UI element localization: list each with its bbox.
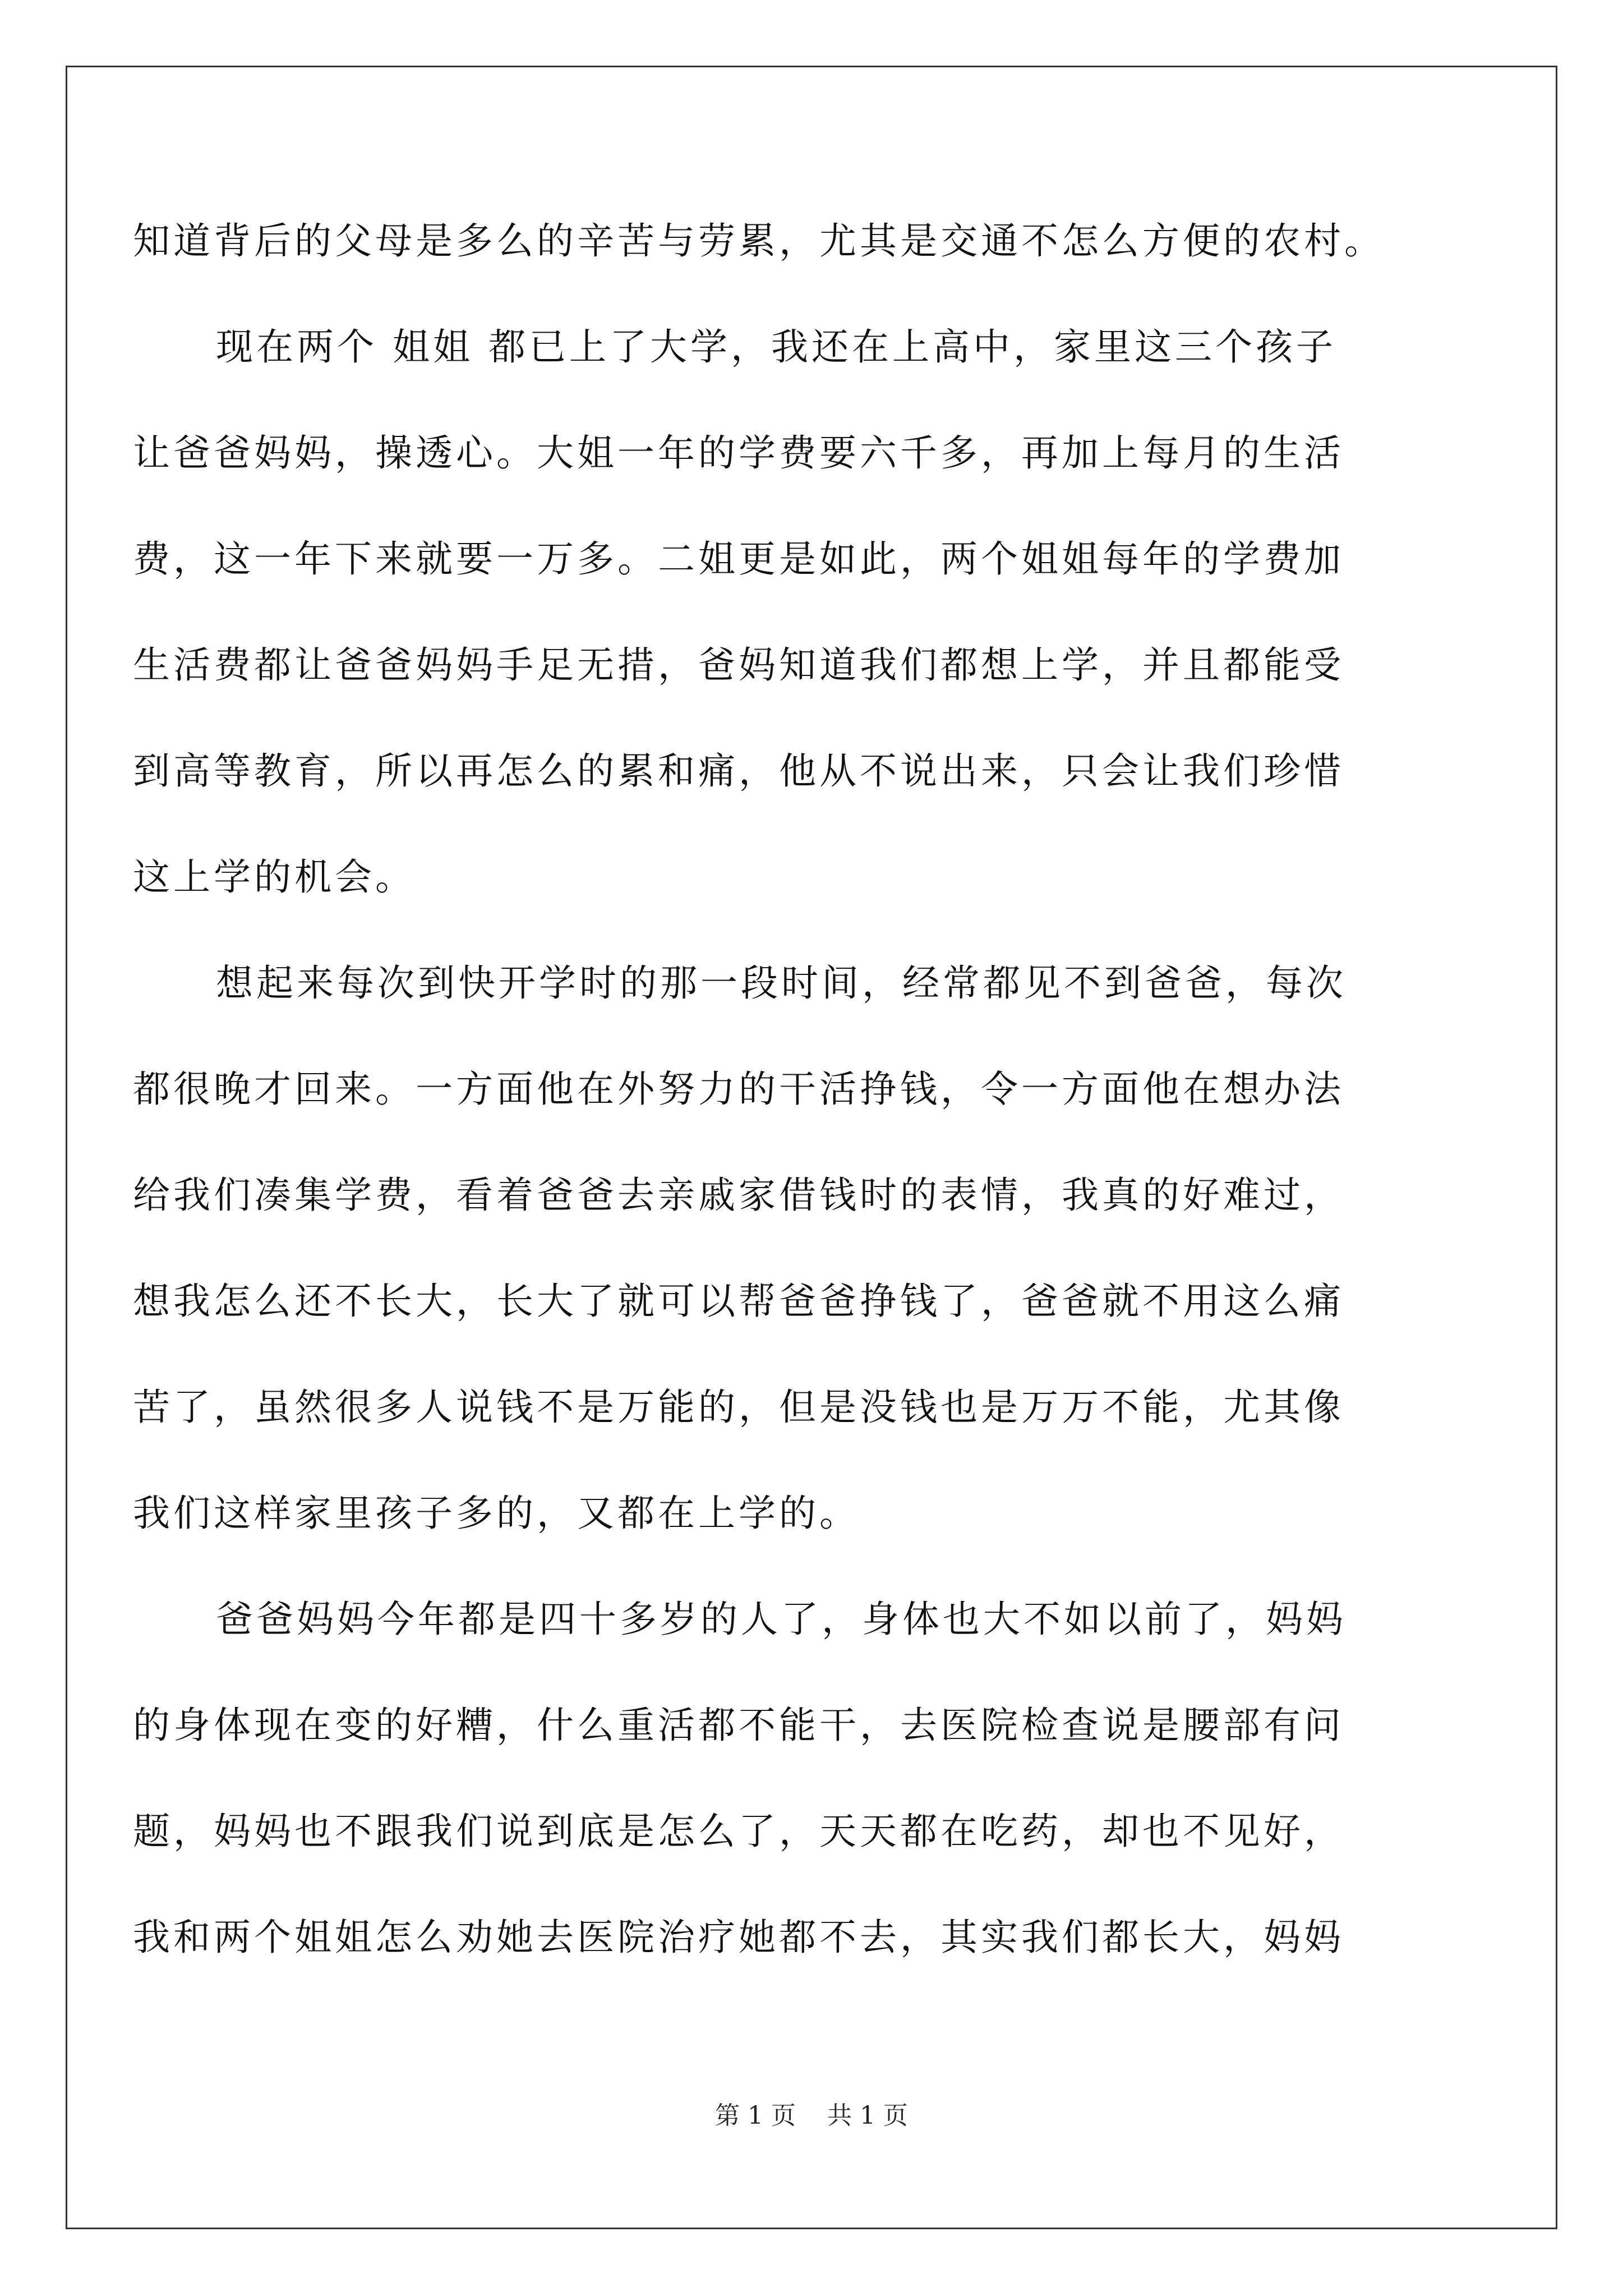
text-line: 我和两个姐姐怎么劝她去医院治疗她都不去，其实我们都长大，妈妈 — [133, 1916, 1344, 1959]
document-body — [133, 216, 1484, 2018]
text-line: 苦了，虽然很多人说钱不是万能的，但是没钱也是万万不能，尤其像 — [133, 1386, 1344, 1429]
text-line: 让爸爸妈妈，操透心。大姐一年的学费要六千多，再加上每月的生活 — [133, 431, 1344, 475]
text-line: 给我们凑集学费，看着爸爸去亲戚家借钱时的表情，我真的好难过， — [133, 1174, 1344, 1217]
text-line: 到高等教育，所以再怎么的累和痛，他从不说出来，只会让我们珍惜 — [133, 749, 1344, 793]
text-line: 题，妈妈也不跟我们说到底是怎么了，天天都在吃药，却也不见好， — [133, 1810, 1344, 1853]
paragraph-start-line: 想起来每次到快开学时的那一段时间，经常都见不到爸爸，每次 — [216, 961, 1347, 1005]
paragraph-start-line: 现在两个 姐姐 都已上了大学，我还在上高中，家里这三个孩子 — [216, 325, 1336, 369]
text-line: 我们这样家里孩子多的，又都在上学的。 — [133, 1492, 860, 1535]
paragraph-start-line: 爸爸妈妈今年都是四十多岁的人了，身体也大不如以前了，妈妈 — [216, 1598, 1347, 1641]
text-line: 想我怎么还不长大，长大了就可以帮爸爸挣钱了，爸爸就不用这么痛 — [133, 1280, 1344, 1323]
page-footer: 第 1 页 共 1 页 — [715, 2101, 908, 2130]
text-line: 知道背后的父母是多么的辛苦与劳累，尤其是交通不怎么方便的农村。 — [133, 219, 1385, 263]
text-line: 都很晚才回来。一方面他在外努力的干活挣钱，令一方面他在想办法 — [133, 1068, 1344, 1111]
text-line: 这上学的机会。 — [133, 855, 416, 899]
text-line: 的身体现在变的好糟，什么重活都不能干，去医院检查说是腰部有问 — [133, 1704, 1344, 1747]
text-line: 生活费都让爸爸妈妈手足无措，爸妈知道我们都想上学，并且都能受 — [133, 643, 1344, 687]
text-line: 费，这一年下来就要一万多。二姐更是如此，两个姐姐每年的学费加 — [133, 537, 1344, 581]
